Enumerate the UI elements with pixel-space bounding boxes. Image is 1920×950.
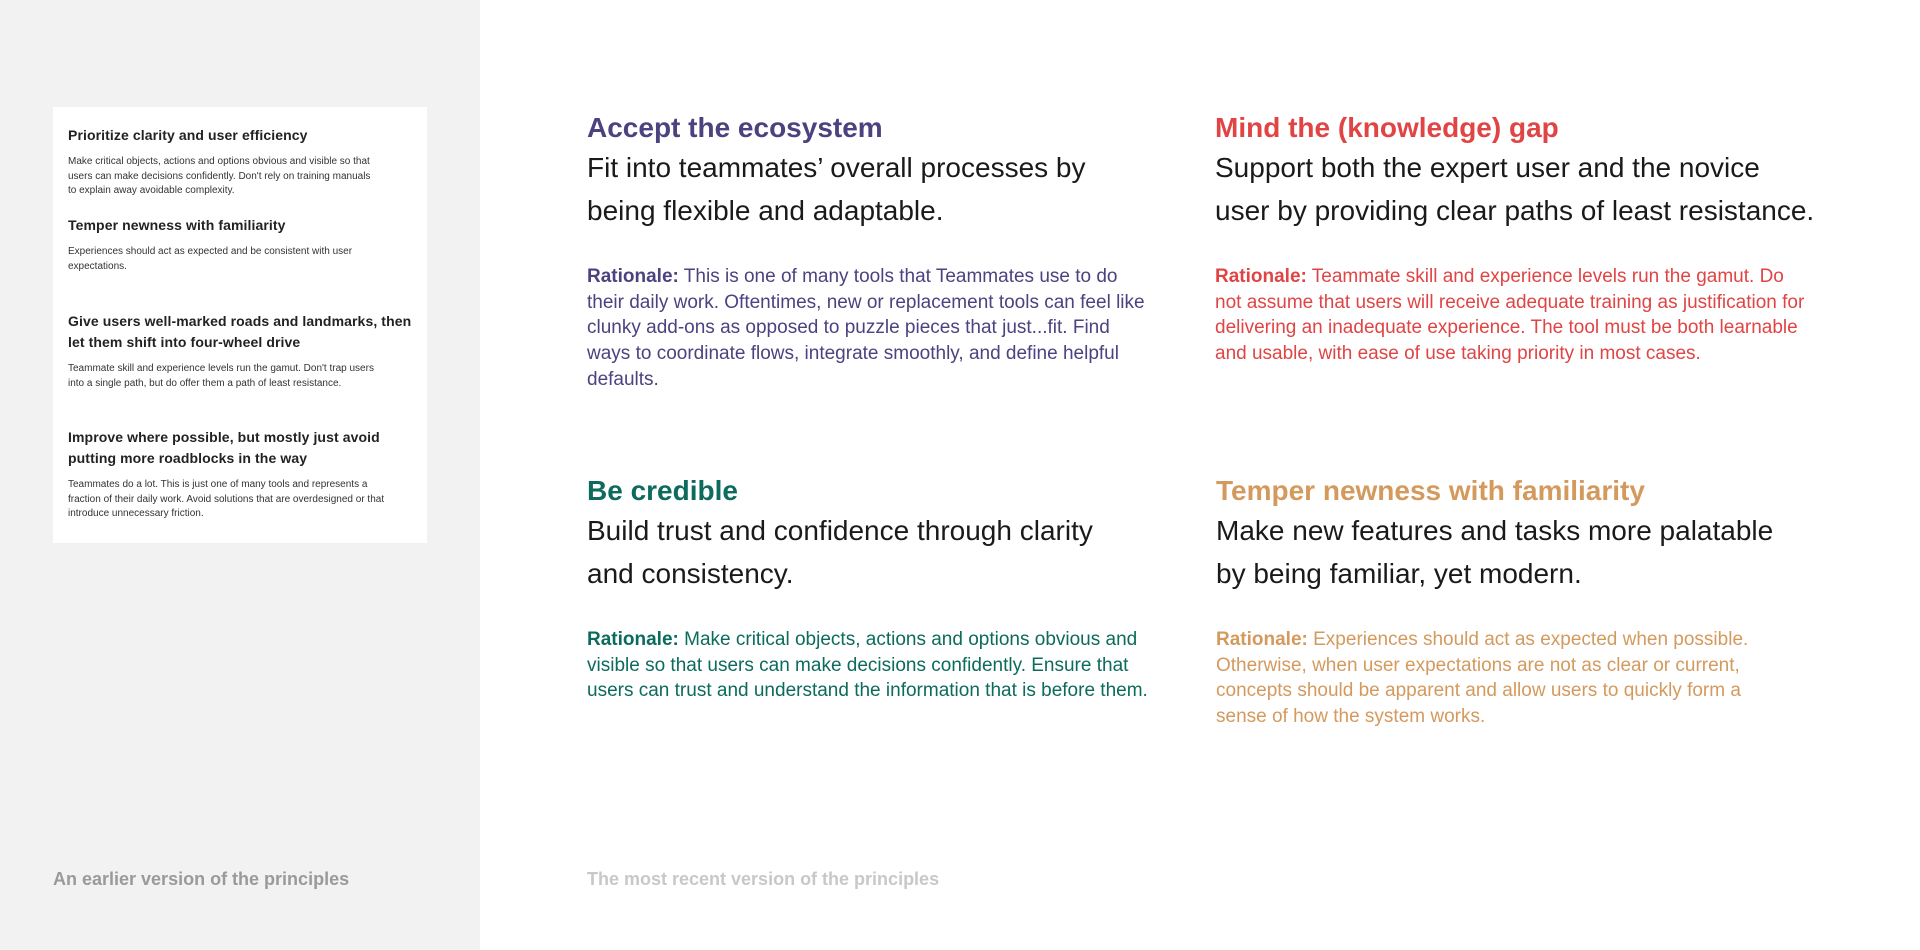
principle-statement: Fit into teammates’ overall processes by being flexible and adaptable. (587, 152, 1086, 226)
old-principle-description: Make critical objects, actions and options obvious and visible so that users can make decisions confidently. Don't rely on training manuals to explain away avoidable complexity. (68, 156, 371, 196)
old-principle-title: Give users well-marked roads and landmarks, then let them shift into four-wheel drive (68, 313, 412, 350)
principle-be-credible (587, 473, 1157, 704)
old-principle-description: Teammates do a lot. This is just one of many tools and represents a fraction of their daily work. Avoid solutions that are overdesigned or that introduce unnecessary friction. (68, 479, 385, 519)
earlier-version-caption: An earlier version of the principles (53, 869, 350, 889)
rationale-label: Rationale: (1216, 629, 1308, 650)
principle-title: Be credible (587, 475, 738, 506)
old-principle-description: Teammate skill and experience levels run the gamut. Don't trap users into a single path, but do offer them a path of least resistance. (68, 363, 374, 389)
principle-mind-the-gap (1215, 110, 1815, 367)
rationale-text: Make critical objects, actions and options obvious and visible so that users can make decisions confidently. Ensure that users can trust and understand the information that is before them. (587, 629, 1148, 702)
principle-title: Accept the ecosystem (587, 112, 883, 143)
rationale-text: Teammate skill and experience levels run the gamut. Do not assume that users will receive adequate training as justification for delivering an inadequate experience. The tool must be both learnable and usable, with ease of use taking priority in most cases. (1215, 266, 1805, 365)
principle-statement: Make new features and tasks more palatable by being familiar, yet modern. (1216, 515, 1774, 589)
principle-rationale (1215, 264, 1815, 367)
principle-statement: Build trust and confidence through clarity and consistency. (587, 515, 1093, 589)
principle-title: Temper newness with familiarity (1216, 475, 1645, 506)
rationale-text: This is one of many tools that Teammates use to do their daily work. Oftentimes, new or replacement tools can feel like clunky add-ons as opposed to puzzle pieces that just...fit. Find ways to coordinate flows, integrate smoothly, and define helpful defaults. (587, 266, 1145, 390)
principle-rationale (1216, 627, 1761, 730)
principle-rationale (587, 264, 1147, 393)
old-principle-title: Prioritize clarity and user efficiency (68, 127, 308, 143)
principle-title: Mind the (knowledge) gap (1215, 112, 1559, 143)
rationale-label: Rationale: (587, 629, 679, 650)
old-principle-item (68, 215, 413, 311)
principle-statement: Support both the expert user and the novice user by providing clear paths of least resistance. (1215, 152, 1815, 226)
earlier-principles-card (53, 107, 427, 543)
old-principle-description: Experiences should act as expected and be consistent with user expectations. (68, 246, 353, 272)
old-principle-item (68, 427, 413, 527)
recent-version-caption: The most recent version of the principles (587, 869, 940, 889)
rationale-text: Experiences should act as expected when possible. Otherwise, when user expectations are not as clear or current, concepts should be apparent and allow users to quickly form a sense of how the system works. (1216, 629, 1749, 728)
old-principle-item (68, 125, 413, 215)
principle-rationale (587, 627, 1152, 704)
rationale-label: Rationale: (587, 266, 679, 287)
old-principle-title: Improve where possible, but mostly just avoid putting more roadblocks in the way (68, 429, 380, 466)
old-principle-title: Temper newness with familiarity (68, 217, 286, 233)
old-principle-item (68, 311, 413, 427)
principle-accept-ecosystem (587, 110, 1157, 393)
principle-temper-newness (1216, 473, 1786, 730)
earlier-version-panel (0, 0, 480, 950)
rationale-label: Rationale: (1215, 266, 1307, 287)
